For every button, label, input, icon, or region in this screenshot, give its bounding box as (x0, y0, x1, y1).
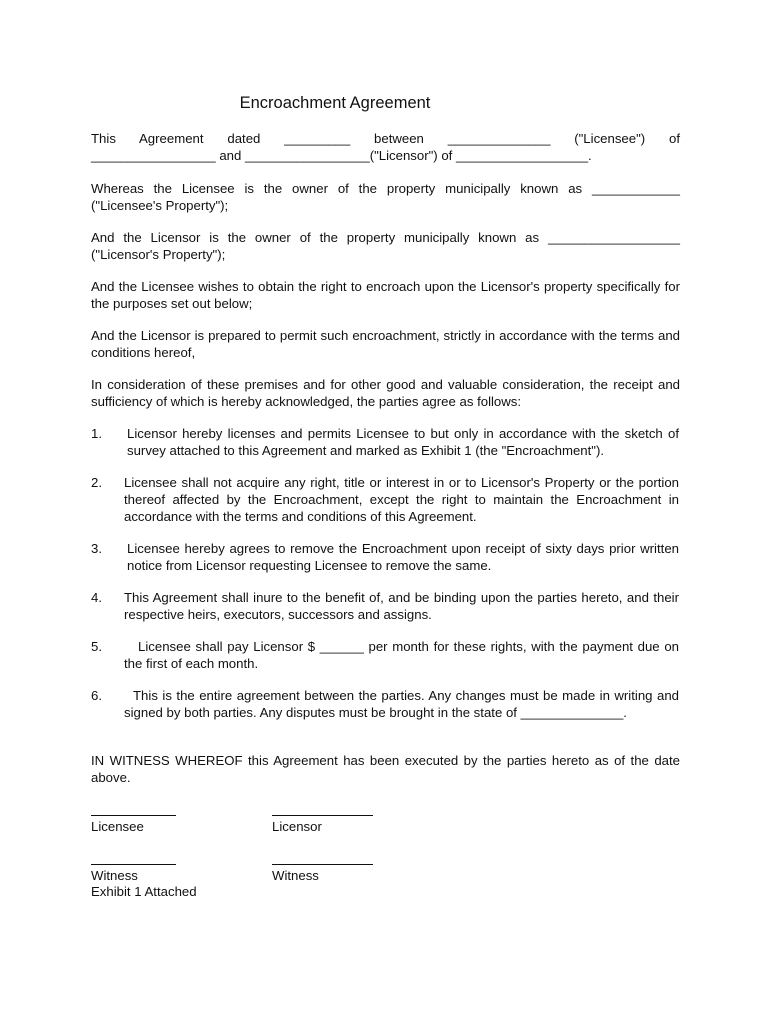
licensee-signature-line (91, 815, 176, 816)
clause-number: 6. (91, 688, 102, 703)
recital-consideration: In consideration of these premises and for other good and valuable consideration, the receipt and sufficiency of which is hereby acknowledged, the parties agree as follows: (91, 377, 680, 409)
recital-licensee-property: Whereas the Licensee is the owner of the property municipally known as ____________ ("Licensee's Property"); (91, 181, 680, 213)
intro-line-1: This Agreement dated _________ between ______________ ("Licensee") of (91, 131, 680, 146)
clause-text: This Agreement shall inure to the benefit of, and be binding upon the parties hereto, and their respective heirs, executors, successors and assigns. (124, 590, 679, 622)
recital-licensor-property: And the Licensor is the owner of the property municipally known as __________________ ("Licensor's Property"); (91, 230, 680, 262)
recital-licensor-permit: And the Licensor is prepared to permit such encroachment, strictly in accordance with the terms and conditions hereof, (91, 328, 680, 360)
clause-text: Licensee shall not acquire any right, title or interest in or to Licensor's Property or the portion thereof affected by the Encroachment, except the right to maintain the Encroachment in accordance with the terms and conditions of this Agreement. (124, 475, 679, 524)
clause-text: Licensee hereby agrees to remove the Encroachment upon receipt of sixty days prior written notice from Licensor requesting Licensee to remove the same. (127, 541, 679, 573)
clause-number: 1. (91, 426, 102, 441)
clause-number: 3. (91, 541, 102, 556)
clause-number: 5. (91, 639, 102, 654)
clause-number: 2. (91, 475, 102, 490)
witness-left-signature-line (91, 864, 176, 865)
licensor-signature-line (272, 815, 373, 816)
exhibit-note: Exhibit 1 Attached (91, 884, 197, 899)
witness-left-label: Witness (91, 868, 138, 883)
witness-right-label: Witness (272, 868, 319, 883)
witness-clause: IN WITNESS WHEREOF this Agreement has been executed by the parties hereto as of the date above. (91, 753, 680, 785)
licensor-signature-label: Licensor (272, 819, 322, 834)
clause-text: Licensor hereby licenses and permits Licensee to but only in accordance with the sketch of survey attached to this Agreement and marked as Exhibit 1 (the "Encroachment"). (127, 426, 679, 458)
clause-number: 4. (91, 590, 102, 605)
recital-encroach-wish: And the Licensee wishes to obtain the right to encroach upon the Licensor's property specifically for the purposes set out below; (91, 279, 680, 311)
intro-line-2: _________________ and _________________("Licensor") of __________________. (91, 148, 592, 163)
page-title: Encroachment Agreement (239, 94, 431, 112)
witness-right-signature-line (272, 864, 373, 865)
clause-text: Licensee shall pay Licensor $ ______ per month for these rights, with the payment due on the first of each month. (124, 639, 679, 671)
licensee-signature-label: Licensee (91, 819, 144, 834)
clause-text: This is the entire agreement between the parties. Any changes must be made in writing and signed by both parties. Any disputes must be brought in the state of ______________. (124, 688, 679, 720)
